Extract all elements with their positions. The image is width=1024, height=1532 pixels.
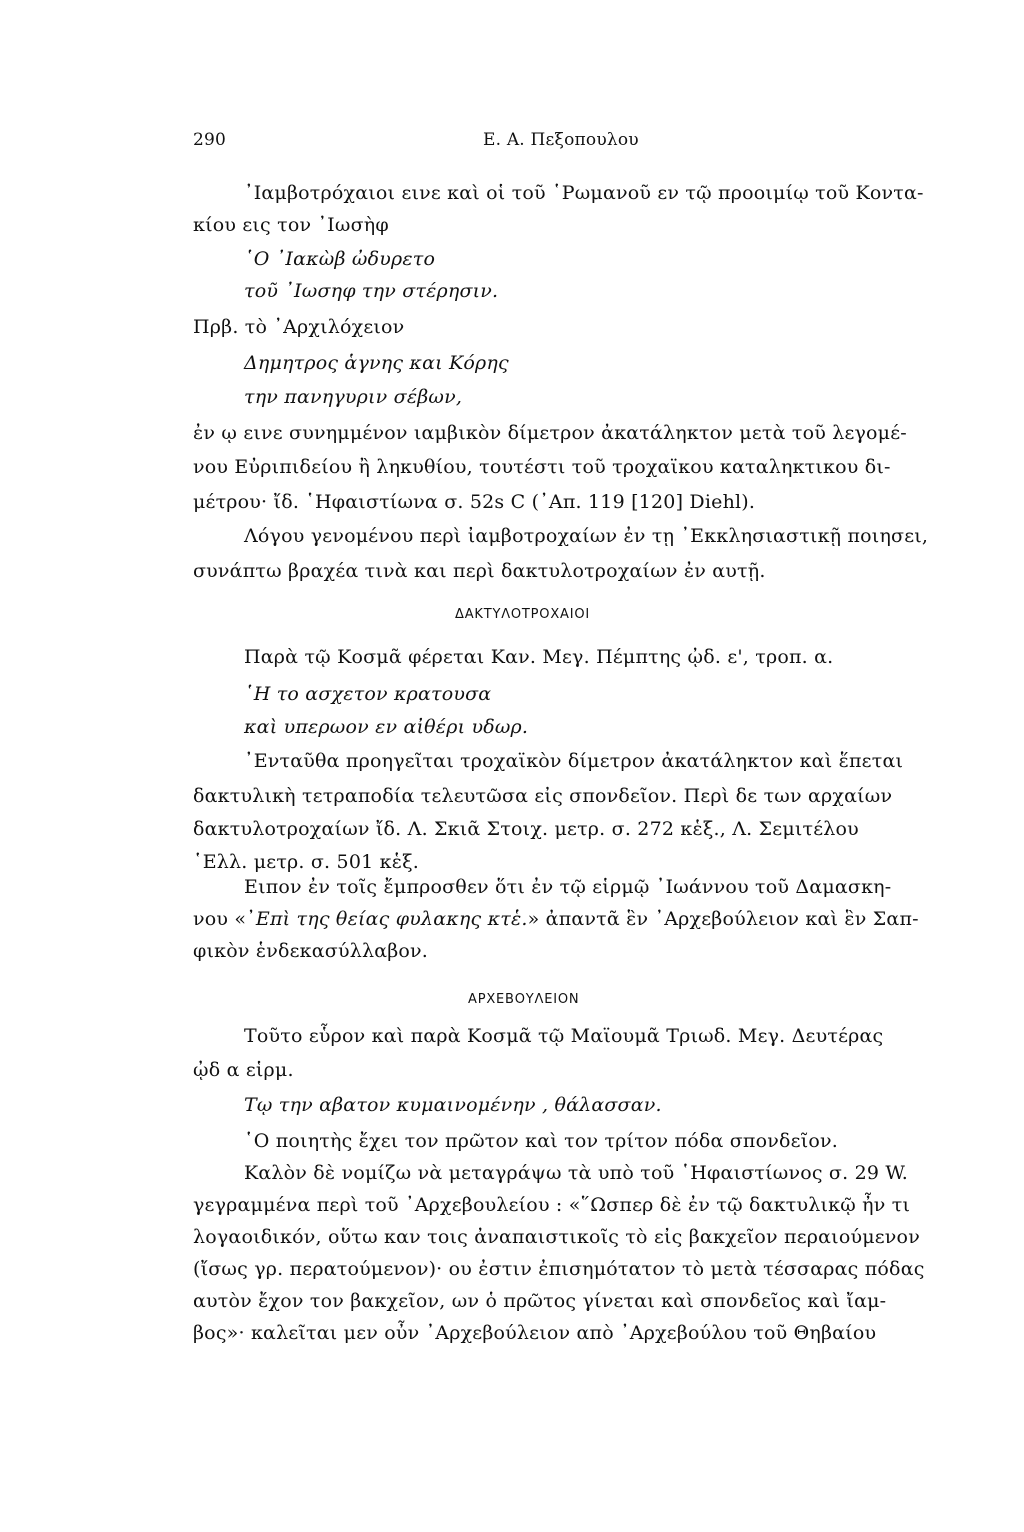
intro-verse-4: την πανηγυριν σέβων, bbox=[244, 386, 463, 408]
intro-verse-3: Δημητρος ἁγνης και Κόρης bbox=[244, 352, 509, 374]
paragraph-1-line-3: μέτρου· ἴδ. ῾Ηφαιστίωνα σ. 52s C (᾿Απ. 119 [120] Diehl). bbox=[193, 491, 756, 513]
paragraph-1-line-5: συνάπτω βραχέα τινὰ και περὶ δακτυλοτροχαίων ἐν αυτῇ. bbox=[193, 560, 766, 582]
section-heading-daktylotrochaioi: ΔΑΚΤΥΛΟΤΡΟΧΑΙΟΙ bbox=[455, 607, 591, 622]
intro-line-1: ᾿Ιαμβοτρόχαιοι εινε καὶ οἱ τοῦ ῾Ρωμανοῦ εν τῷ προοιμίῳ τοῦ Κοντα- bbox=[244, 182, 924, 204]
running-title: Ε. Α. Πεξοπουλου bbox=[483, 130, 639, 150]
section-1-verse-1: ῾Η το ασχετον κρατουσα bbox=[244, 683, 492, 705]
section-1-paragraph-line-5: Ειπον ἐν τοῖς ἔμπροσθεν ὅτι ἐν τῷ εἱρμῷ ᾿Ιωάννου τοῦ Δαμασκη- bbox=[244, 876, 892, 898]
section-1-line-1: Παρὰ τῷ Κοσμᾶ φέρεται Καν. Μεγ. Πέμπτης ᾠδ. ε', τροπ. α. bbox=[244, 646, 834, 668]
section-1-paragraph-line-1: ᾿Ενταῦθα προηγεῖται τροχαϊκὸν δίμετρον ἀκατάληκτον καὶ ἕπεται bbox=[244, 750, 904, 772]
quoted-hymn-title: Επὶ της θείας φυλακης κτἑ. bbox=[255, 908, 528, 930]
intro-line-2: κίου εις τον ᾿Ιωσὴφ bbox=[193, 214, 389, 236]
quote-close-text: » ἀπαντᾶ ἓν ᾿Αρχεβούλειον καὶ ἓν Σαπ- bbox=[527, 908, 919, 930]
section-2-paragraph-line-1: ῾Ο ποιητὴς ἔχει τον πρῶτον καὶ τον τρίτον πόδα σπονδεῖον. bbox=[244, 1130, 838, 1152]
paragraph-1-line-2: νου Εὐριπιδείου ἢ ληκυθίου, τουτέστι τοῦ τροχαϊκου καταληκτικου δι- bbox=[193, 456, 891, 478]
section-2-line-1: Τοῦτο εὗρον καὶ παρὰ Κοσμᾶ τῷ Μαϊουμᾶ Τριωδ. Μεγ. Δευτέρας bbox=[244, 1025, 884, 1047]
section-1-paragraph-line-7: φικὸν ἑνδεκασύλλαβον. bbox=[193, 940, 429, 962]
section-1-paragraph-line-2: δακτυλικὴ τετραποδία τελευτῶσα εἰς σπονδεῖον. Περὶ δε των αρχαίων bbox=[193, 785, 893, 807]
section-1-verse-2: καὶ υπερωον εν αἰθέρι υδωρ. bbox=[244, 716, 529, 738]
intro-compare: Πρβ. τὸ ᾿Αρχιλόχειον bbox=[193, 316, 405, 338]
section-2-verse-1: Τῳ την αβατον κυμαινομένην , θάλασσαν. bbox=[244, 1094, 662, 1116]
section-2-paragraph-line-4: λογαοιδικόν, οὕτω καν τοις ἀναπαιστικοῖς τὸ εἰς βακχεῖον περαιούμενον bbox=[193, 1226, 920, 1248]
section-2-paragraph-line-5: (ἴσως γρ. περατούμενον)· ου ἐστιν ἐπισημότατον τὸ μετὰ τέσσαρας πόδας bbox=[193, 1258, 925, 1280]
intro-verse-2: τοῦ ᾿Ιωσηφ την στέρησιν. bbox=[244, 280, 499, 302]
section-2-paragraph-line-6: αυτὸν ἔχον τον βακχεῖον, ων ὁ πρῶτος γίνεται καὶ σπονδεῖος καὶ ἴαμ- bbox=[193, 1290, 887, 1312]
section-2-paragraph-line-7: βος»· καλεῖται μεν οὖν ᾿Αρχεβούλειον απὸ ᾿Αρχεβούλου τοῦ Θηβαίου bbox=[193, 1322, 877, 1344]
quote-open: νου «᾿ bbox=[193, 908, 256, 930]
section-1-paragraph-line-6 bbox=[193, 910, 919, 929]
section-heading-archevouleion: ΑΡΧΕΒΟΥΛΕΙΟΝ bbox=[468, 992, 580, 1007]
intro-verse-1: ῾Ο ᾿Ιακὼβ ὠδυρετο bbox=[244, 248, 436, 270]
section-1-paragraph-line-4: ῾Ελλ. μετρ. σ. 501 κἑξ. bbox=[193, 851, 420, 873]
paragraph-1-line-1: ἐν ῳ εινε συνημμένον ιαμβικὸν δίμετρον ἀκατάληκτον μετὰ τοῦ λεγομέ- bbox=[193, 422, 907, 444]
section-2-paragraph-line-3: γεγραμμένα περὶ τοῦ ᾿Αρχεβουλείου : «῞Ωσπερ δὲ ἐν τῷ δακτυλικῷ ἦν τι bbox=[193, 1194, 911, 1216]
section-1-paragraph-line-3: δακτυλοτροχαίων ἴδ. Λ. Σκιᾶ Στοιχ. μετρ. σ. 272 κἑξ., Λ. Σεμιτέλου bbox=[193, 818, 859, 840]
paragraph-1-line-4: Λόγου γενομένου περὶ ἰαμβοτροχαίων ἐν τῃ ᾿Εκκλησιαστικῇ ποιησει, bbox=[244, 525, 929, 547]
section-2-line-2: ᾠδ α εἱρμ. bbox=[193, 1059, 294, 1081]
page-number: 290 bbox=[193, 130, 227, 150]
section-2-paragraph-line-2: Καλὸν δὲ νομίζω νὰ μεταγράψω τὰ υπὸ τοῦ ῾Ηφαιστίωνος σ. 29 W. bbox=[244, 1162, 909, 1184]
